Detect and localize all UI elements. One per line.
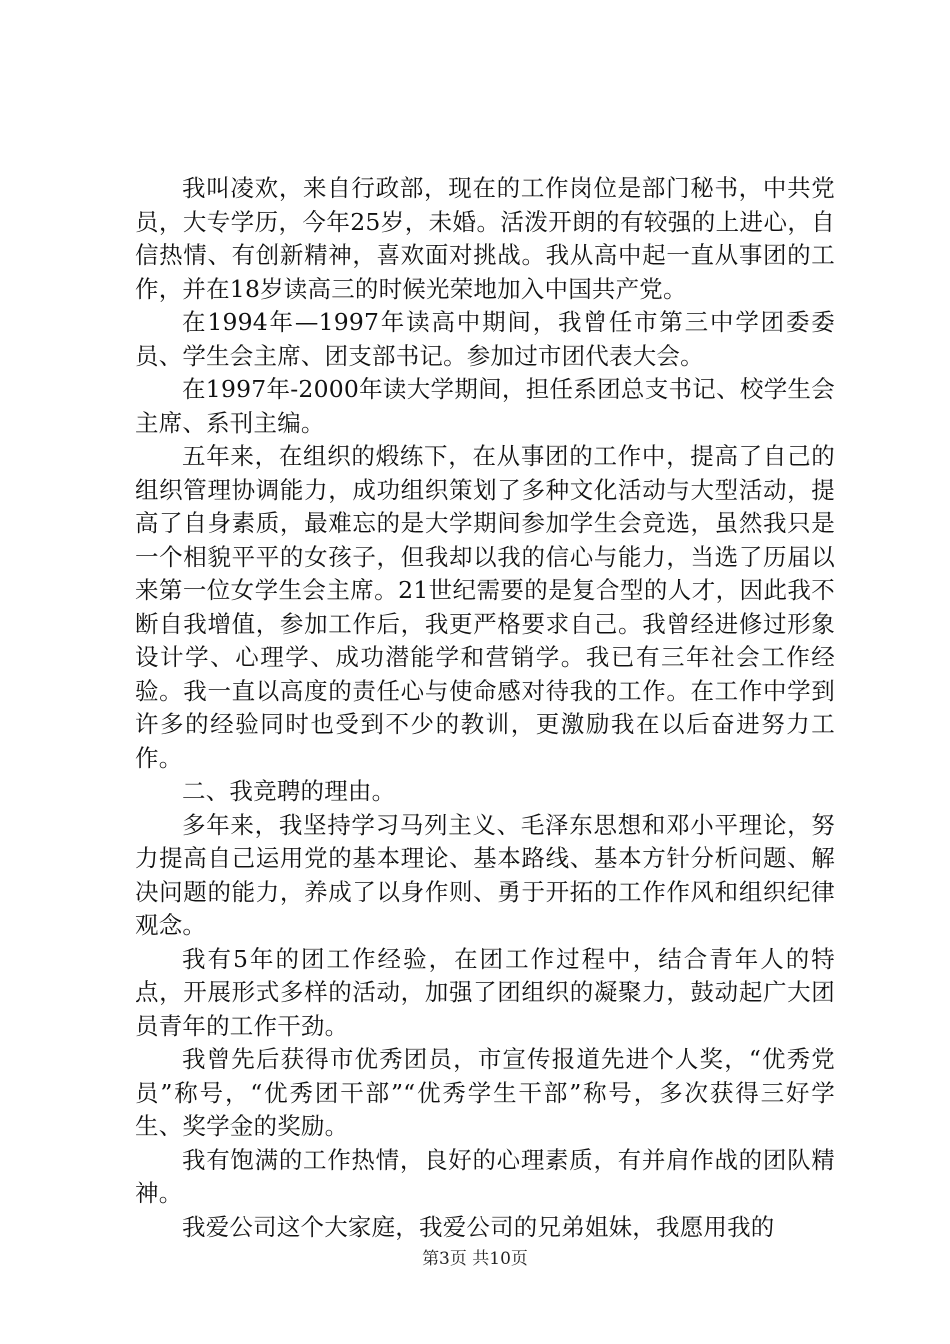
- document-body: [135, 172, 835, 1244]
- paragraph-self-intro: 我叫凌欢，来自行政部，现在的工作岗位是部门秘书，中共党员，大专学历，今年25岁，未婚。活泼开朗的有较强的上进心，自信热情、有创新精神，喜欢面对挑战。我从高中起一直从事团的工作，并在18岁读高三的时候光荣地加入中国共产党。: [135, 174, 835, 303]
- paragraph-awards: 我曾先后获得市优秀团员，市宣传报道先进个人奖，“优秀党员”称号，“优秀团干部”“优秀学生干部”称号，多次获得三好学生、奖学金的奖励。: [135, 1045, 835, 1140]
- paragraph-work-enthusiasm: 我有饱满的工作热情，良好的心理素质，有并肩作战的团队精神。: [135, 1145, 835, 1207]
- paragraph-five-years: 五年来，在组织的煅练下，在从事团的工作中，提高了自己的组织管理协调能力，成功组织策划了多种文化活动与大型活动，提高了自身素质，最难忘的是大学期间参加学生会竞选，虽然我只是一个相貌平平的女孩子，但我却以我的信心与能力，当选了历届以来第一位女学生会主席。21世纪需要的是复合型的人才，因此我不断自我增值，参加工作后，我更严格要求自己。我曾经进修过形象设计学、心理学、成功潜能学和营销学。我已有三年社会工作经验。我一直以高度的责任心与使命感对待我的工作。在工作中学到许多的经验同时也受到不少的教训，更激励我在以后奋进努力工作。: [135, 442, 835, 772]
- section-heading-reasons: 二、我竞聘的理由。: [182, 777, 396, 805]
- paragraph-theory-study: 多年来，我坚持学习马列主义、毛泽东思想和邓小平理论，努力提高自己运用党的基本理论、基本路线、基本方针分析问题、解决问题的能力，养成了以身作则、勇于开拓的工作作风和组织纪律观念。: [135, 810, 835, 939]
- paragraph-love-company: 我爱公司这个大家庭，我爱公司的兄弟姐妹，我愿用我的: [182, 1212, 775, 1241]
- page-number-footer: 第3页 共10页: [422, 1249, 528, 1269]
- paragraph-league-experience: 我有5年的团工作经验，在团工作过程中，结合青年人的特点，开展形式多样的活动，加强了团组织的凝聚力，鼓动起广大团员青年的工作干劲。: [135, 944, 835, 1040]
- paragraph-university: 在1997年-2000年读大学期间，担任系团总支书记、校学生会主席、系刊主编。: [135, 375, 835, 437]
- paragraph-high-school: 在1994年—1997年读高中期间，我曾任市第三中学团委委员、学生会主席、团支部书记。参加过市团代表大会。: [135, 308, 835, 370]
